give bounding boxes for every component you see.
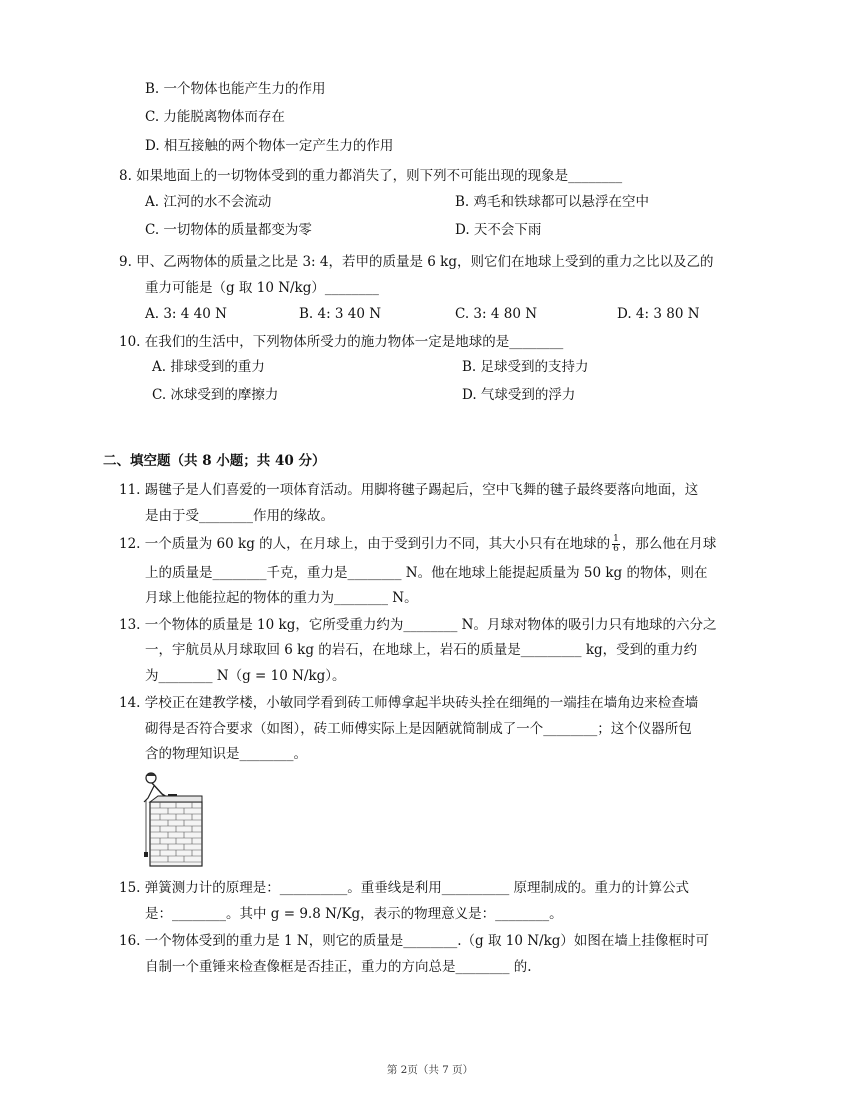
q8-option-a: A. 江河的水不会流动 bbox=[145, 194, 272, 210]
q16-line1: 16. 一个物体受到的重力是 1 N，则它的质量是________.（g 取 10 N/kg）如图在墙上挂像框时可 bbox=[119, 933, 709, 949]
q9-option-d: D. 4: 3 80 N bbox=[617, 306, 700, 322]
q7-option-c: C. 力能脱离物体而存在 bbox=[145, 109, 285, 125]
q14-line1: 14. 学校正在建教学楼，小敏同学看到砖工师傅拿起半块砖头拴在细绳的一端挂在墙角边来检查墙 bbox=[119, 695, 699, 711]
q10-option-b: B. 足球受到的支持力 bbox=[462, 359, 589, 375]
q9-stem-line2: 重力可能是（g 取 10 N/kg）________ bbox=[145, 280, 379, 296]
q8-option-b: B. 鸡毛和铁球都可以悬浮在空中 bbox=[455, 194, 650, 210]
bricklayer-figure bbox=[138, 770, 208, 870]
q12-line1-end: ，那么他在月球 bbox=[621, 536, 717, 552]
q10-option-d: D. 气球受到的浮力 bbox=[462, 387, 576, 403]
q10-option-c: C. 冰球受到的摩擦力 bbox=[152, 387, 279, 403]
q10-stem: 10. 在我们的生活中，下列物体所受力的施力物体一定是地球的是________ bbox=[119, 334, 564, 350]
q12-line2: 上的质量是________千克，重力是________ N。他在地球上能提起质量为 50 kg 的物体，则在 bbox=[145, 565, 708, 581]
q10-option-a: A. 排球受到的重力 bbox=[152, 359, 265, 375]
q7-option-d: D. 相互接触的两个物体一定产生力的作用 bbox=[145, 138, 394, 154]
q11-line1: 11. 踢毽子是人们喜爱的一项体育活动。用脚将毽子踢起后，空中飞舞的毽子最终要落向地面，这 bbox=[119, 482, 699, 498]
q7-option-b: B. 一个物体也能产生力的作用 bbox=[145, 81, 326, 97]
fraction-numerator: 1 bbox=[613, 534, 619, 544]
q8-stem: 8. 如果地面上的一切物体受到的重力都消失了，则下列不可能出现的现象是________ bbox=[119, 168, 623, 184]
q12-line1 bbox=[119, 535, 716, 554]
q14-line3: 含的物理知识是________。 bbox=[145, 746, 307, 762]
q13-line1: 13. 一个物体的质量是 10 kg，它所受重力约为________ N。月球对物体的吸引力只有地球的六分之 bbox=[119, 617, 717, 633]
section-heading: 二、填空题（共 8 小题；共 40 分） bbox=[103, 453, 326, 469]
bricklayer-illustration bbox=[138, 770, 208, 870]
q9-option-b: B. 4: 3 40 N bbox=[299, 306, 382, 322]
q9-option-a: A. 3: 4 40 N bbox=[145, 306, 227, 322]
q13-line3: 为________ N（g = 10 N/kg）。 bbox=[145, 668, 346, 684]
fraction-denominator: 6 bbox=[613, 544, 619, 554]
q11-line2: 是由于受________作用的缘故。 bbox=[145, 508, 334, 524]
q9-option-c: C. 3: 4 80 N bbox=[455, 306, 538, 322]
q8-option-c: C. 一切物体的质量都变为零 bbox=[145, 222, 312, 238]
q9-stem-line1: 9. 甲、乙两物体的质量之比是 3: 4，若甲的质量是 6 kg，则它们在地球上受到的重力之比以及乙的 bbox=[119, 254, 714, 270]
q12-line1-start: 12. 一个质量为 60 kg 的人，在月球上，由于受到引力不同，其大小只有在地球的 bbox=[119, 536, 611, 552]
q16-line2: 自制一个重锤来检查像框是否挂正，重力的方向总是________ 的. bbox=[145, 959, 532, 975]
page-footer: 第 2页（共 7 页） bbox=[386, 1064, 474, 1076]
q8-option-d: D. 天不会下雨 bbox=[455, 222, 542, 238]
q12-line3: 月球上他能拉起的物体的重力为________ N。 bbox=[145, 590, 418, 606]
q15-line1: 15. 弹簧测力计的原理是：__________。重垂线是利用__________ 原理制成的。重力的计算公式 bbox=[119, 880, 690, 896]
fraction-one-sixth bbox=[612, 535, 620, 554]
q14-line2: 砌得是否符合要求（如图），砖工师傅实际上是因陋就简制成了一个________；这个仪器所包 bbox=[145, 721, 692, 737]
q15-line2: 是：________。其中 g = 9.8 N/Kg，表示的物理意义是：________。 bbox=[145, 906, 563, 922]
q13-line2: 一，宇航员从月球取回 6 kg 的岩石，在地球上，岩石的质量是_________ kg，受到的重力约 bbox=[145, 642, 698, 658]
